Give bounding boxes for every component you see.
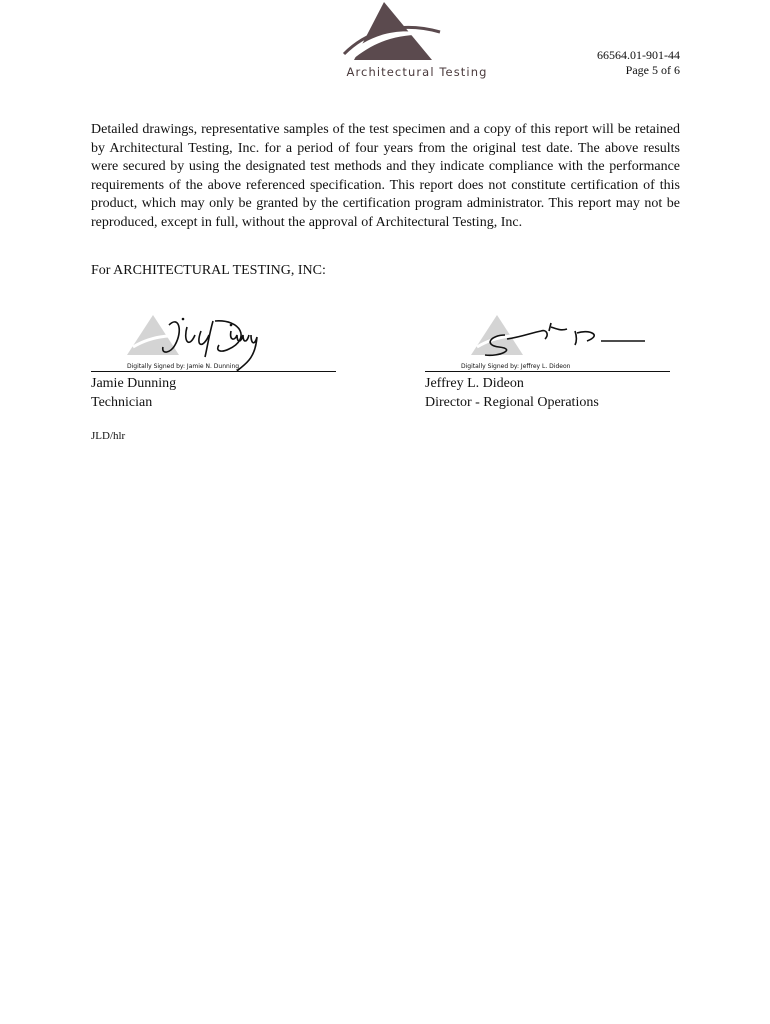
signatory-title: Technician xyxy=(91,394,153,410)
signature-area xyxy=(91,305,336,372)
page-number: Page 5 of 6 xyxy=(625,63,680,77)
report-number: 66564.01-901-44 xyxy=(597,48,680,62)
digital-signature-note: Digitally Signed by: Jamie N. Dunning xyxy=(127,363,240,370)
logo-text: Architectural Testing xyxy=(346,65,488,79)
signature-area xyxy=(425,305,670,372)
signatory-title: Director - Regional Operations xyxy=(425,394,599,410)
logo-triangle-icon xyxy=(342,2,492,66)
digital-signature-note: Digitally Signed by: Jeffrey L. Dideon xyxy=(461,363,571,370)
retention-paragraph: Detailed drawings, representative samples of the test specimen and a copy of this report will be retained by Architectural Testing, Inc. for a period of four years from the original test date. The above results were secured by using the designated test methods and they indicate compliance with the performance requirements of the above referenced specification. This report does not constitute certification of this product, which may only be granted by the certification program administrator. This report may not be reproduced, except in full, without the approval of Architectural Testing, Inc. xyxy=(91,122,680,230)
signature-block-director xyxy=(425,305,670,412)
company-logo xyxy=(332,2,502,80)
signature-image-icon xyxy=(425,305,670,371)
signature-image-icon xyxy=(91,305,336,371)
for-company-line: For ARCHITECTURAL TESTING, INC: xyxy=(91,263,326,278)
body-text xyxy=(91,121,680,232)
signatory-name: Jamie Dunning xyxy=(91,376,177,391)
signatory-name: Jeffrey L. Dideon xyxy=(425,376,524,391)
typist-initials: JLD/hlr xyxy=(91,430,126,442)
signature-block-technician xyxy=(91,305,336,412)
report-reference xyxy=(597,48,680,78)
